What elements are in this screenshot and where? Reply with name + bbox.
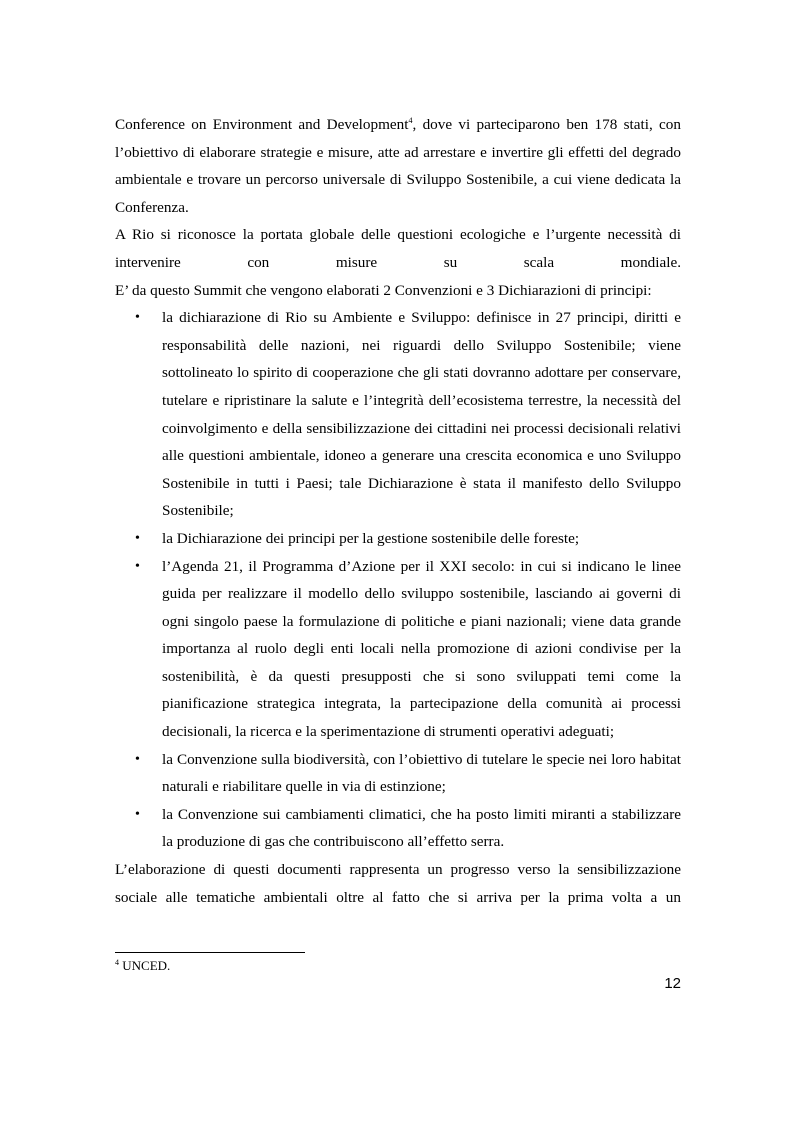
list-item-text: la Convenzione sui cambiamenti climatici, che ha posto limiti miranti a stabilizzare la produzione di gas che contribuiscono all’effetto serra. [162, 805, 681, 851]
footnote-text: UNCED. [119, 958, 171, 973]
paragraph-3: E’ da questo Summit che vengono elaborati 2 Convenzioni e 3 Dichiarazioni di principi: [115, 281, 652, 299]
paragraph-1-text-start: Conference on Environment and Development [115, 116, 409, 133]
list-item [115, 304, 681, 525]
bullet-icon: • [135, 751, 140, 767]
footnote-number: 4 [115, 958, 119, 967]
list-item [115, 525, 681, 553]
bullet-icon: • [135, 310, 140, 326]
paragraph-1-text-end: , dove vi parteciparono ben 178 stati, con l’obiettivo di elaborare strategie e misure, atte ad arrestare e invertire gli effetti del degrado ambientale e trovare un percorso universale di Sviluppo Sostenibile, a cui viene dedicata la Conferenza. [115, 116, 681, 216]
paragraph-2: A Rio si riconosce la portata globale delle questioni ecologiche e l’urgente necessità di intervenire con misure su scala mondiale. [115, 226, 681, 271]
bullet-icon: • [135, 558, 140, 574]
list-item [115, 746, 681, 801]
body-text [115, 111, 681, 911]
page-number: 12 [664, 975, 681, 992]
list-item-text: l’Agenda 21, il Programma d’Azione per il XXI secolo: in cui si indicano le linee guida per realizzare il modello dello sviluppo sostenibile, lasciando ai governi di ogni singolo paese la formulazione di politiche e piani nazionali; viene data grande importanza al ruolo degli enti locali nella promozione di azioni condivise per la sostenibilità, è da questi presupposti che si sono sviluppati temi come la pianificazione strategica integrata, la partecipazione della comunità ai processi decisionali, la ricerca e la sperimentazione di strumenti operativi adeguati; [162, 557, 681, 741]
footnote-reference: 4 [408, 116, 413, 125]
paragraph-1 [115, 111, 681, 221]
paragraph-4: L’elaborazione di questi documenti rappresenta un progresso verso la sensibilizzazione sociale alle tematiche ambientali oltre al fatto che si arriva per la prima volta a un [115, 861, 681, 906]
list-item-text: la Convenzione sulla biodiversità, con l’obiettivo di tutelare le specie nei loro habitat naturali e riabilitare quelle in via di estinzione; [162, 750, 681, 796]
list-item [115, 553, 681, 746]
list-item-text: la dichiarazione di Rio su Ambiente e Sviluppo: definisce in 27 principi, diritti e responsabilità delle nazioni, nei riguardi dello Sviluppo Sostenibile; viene sottolineato lo spirito di cooperazione che gli stati dovranno adottare per conservare, tutelare e ripristinare la salute e l’integrità dell’ecosistema terrestre, la necessità del coinvolgimento e della sensibilizzazione dei cittadini nei processi decisionali relativi alle questioni ambientale, idoneo a generare una crescita economica e uno Sviluppo Sostenibile in tutti i Paesi; tale Dichiarazione è stata il manifesto dello Sviluppo Sostenibile; [162, 309, 681, 520]
bullet-icon: • [135, 806, 140, 822]
list-item-text: la Dichiarazione dei principi per la gestione sostenibile delle foreste; [162, 529, 580, 547]
footnote [115, 958, 170, 974]
bullet-icon: • [135, 530, 140, 546]
footnote-divider [115, 952, 305, 953]
list-item [115, 801, 681, 856]
bullet-list [115, 304, 681, 856]
